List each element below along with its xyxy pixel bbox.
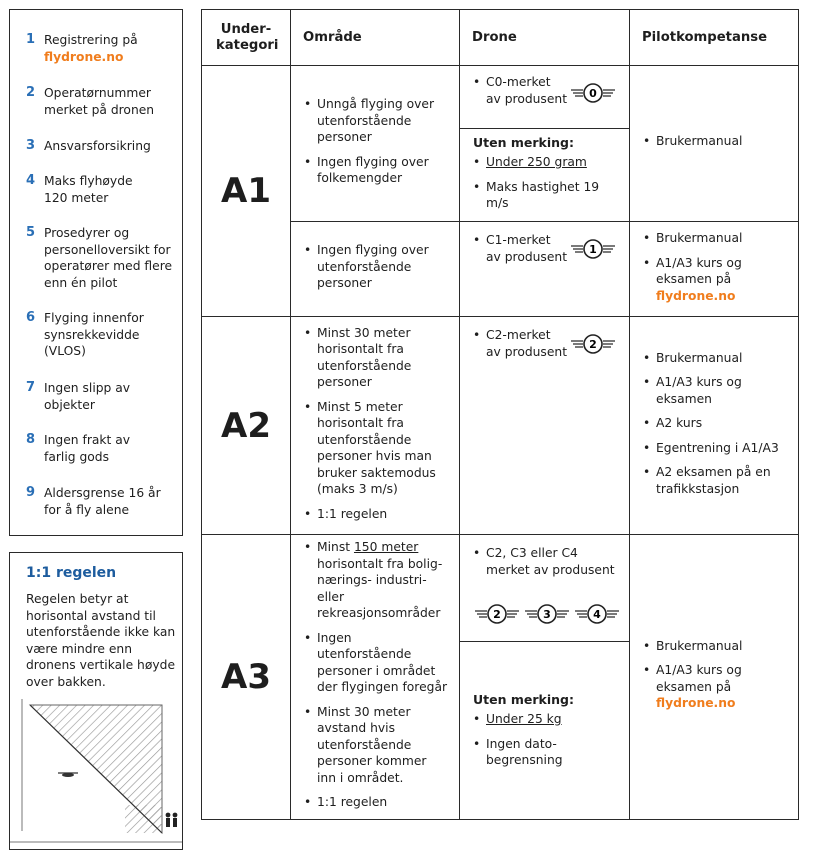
header-pilot: Pilotkompetanse [630,10,799,66]
requirement-text: Ingen slipp av objekter [44,381,131,412]
requirement-text: Ingen frakt av farlig gods [44,433,131,464]
a3-pilot-cell [630,535,799,820]
list-item: • Minst 30 meter horisontalt fra utenforstående personer [317,325,443,391]
requirement-item [26,380,176,413]
list-item: • Minst 150 meter horisontalt fra bolig- nærings- industri- eller rekreasjonsområder [317,539,449,622]
requirement-item [26,173,176,206]
requirement-number: 5 [26,225,36,240]
header-area: Område [291,10,460,66]
rule-title: 1:1 regelen [26,565,117,581]
list-item: • Ingen flyging over folkemengder [317,154,451,187]
requirement-number: 6 [26,310,36,325]
list-item: • A1/A3 kurs og eksamen på flydrone.no [656,662,790,712]
requirement-item [26,225,176,291]
requirement-number: 1 [26,32,36,47]
a2-pilot-cell [630,317,799,535]
list-item: • C2-merket av produsent [486,327,569,360]
requirement-text: Operatørnummer merket på dronen [44,86,155,117]
list-item: • 1:1 regelen [317,506,443,523]
requirement-number: 4 [26,173,36,188]
list-item: • A2 eksamen på en trafikkstasjon [656,464,790,497]
c1-label-icon [570,238,616,260]
list-item: • Brukermanual [656,230,790,247]
a3-drone-cell [460,535,630,820]
flydrone-link[interactable]: flydrone.no [44,49,124,64]
category-a1: A1 [202,66,291,317]
rule-text: Regelen betyr at horisontal avstand til utenforstående ikke kan være mindre enn dronens vertikale høyde over bakken. [26,592,176,689]
a1-drone-cell-2 [460,222,630,317]
unmarked-block [460,641,629,769]
list-item: • Unngå flyging over utenforstående personer [317,96,451,146]
svg-text:1: 1 [589,243,597,256]
unmarked-block [460,128,629,212]
list-item: • C1-merket av produsent [486,232,569,265]
c0-label-icon [570,82,616,104]
requirement-item [26,485,176,518]
a1-area-cell [291,66,460,222]
list-item: • Ingen utenforstående personer i området der flygingen foregår [317,630,449,696]
a3-area-cell [291,535,460,820]
table-row [202,222,799,317]
requirement-text: Ansvarsforsikring [44,139,151,153]
hatched-area [125,805,162,833]
list-item: • Under 250 gram [486,154,621,171]
requirement-text: Maks flyhøyde 120 meter [44,174,133,205]
one-to-one-diagram [10,695,182,845]
unmarked-heading: Uten merking: [473,135,574,150]
drone-category-table [201,9,799,820]
table-row [202,535,799,820]
c2-label-icon [570,333,616,355]
drone-icon [58,773,78,777]
list-item: • Brukermanual [656,638,790,655]
requirement-item [26,432,176,465]
svg-text:2: 2 [589,338,597,351]
list-item: • C0-merket av produsent [486,74,569,107]
a2-drone-cell [460,317,630,535]
a1-drone-cell [460,66,630,222]
list-item: • Brukermanual [656,133,790,150]
list-item: • Egentrening i A1/A3 [656,440,790,457]
list-item: • Maks hastighet 19 m/s [486,179,621,212]
list-item: • Under 25 kg [486,711,589,728]
list-item: • A1/A3 kurs og eksamen [656,374,790,407]
requirement-number: 8 [26,432,36,447]
requirement-number: 9 [26,485,36,500]
header-category: Under-kategori [202,10,291,66]
a2-area-cell [291,317,460,535]
svg-text:0: 0 [589,87,597,100]
requirement-number: 7 [26,380,36,395]
list-item: • Brukermanual [656,350,790,367]
list-item: • Ingen dato-begrensning [486,736,589,769]
list-item: • A1/A3 kurs og eksamen på flydrone.no [656,255,790,305]
requirement-item [26,85,176,118]
a1-pilot-cell [630,66,799,222]
flydrone-link[interactable]: flydrone.no [656,696,736,711]
requirement-text: Flyging innenfor synsrekkevidde (VLOS) [44,311,144,358]
table-row [202,317,799,535]
list-item: • A2 kurs [656,415,790,432]
svg-text:2: 2 [493,608,501,621]
people-icon [166,813,178,827]
svg-text:3: 3 [543,608,551,621]
requirement-text: Registrering på [44,33,138,47]
requirements-box [9,9,183,536]
list-item: • C2, C3 eller C4 merket av produsent [486,545,619,578]
list-item: • 1:1 regelen [317,794,449,811]
requirement-item [26,310,176,360]
svg-text:4: 4 [593,608,601,621]
list-item: • Ingen flyging over utenforstående personer [317,242,451,292]
unmarked-heading: Uten merking: [473,692,574,707]
header-drone: Drone [460,10,630,66]
a1-pilot-cell-2 [630,222,799,317]
table-row [202,66,799,222]
a1-area-cell-2 [291,222,460,317]
requirement-text: Aldersgrense 16 år for å fly alene [44,486,161,517]
requirement-text: Prosedyrer og personelloversikt for operatører med flere enn én pilot [44,226,173,290]
c234-block [460,545,629,641]
category-a3: A3 [202,535,291,820]
requirement-item [26,138,176,155]
flydrone-link[interactable]: flydrone.no [656,288,736,303]
category-a2: A2 [202,317,291,535]
requirement-number: 2 [26,85,36,100]
rule-box [9,552,183,850]
c2-c3-c4-label-icons [474,603,624,625]
requirement-item [26,32,176,65]
list-item: • Minst 5 meter horisontalt fra utenforstående personer hvis man bruker saktemodus (maks 3 m/s) [317,399,443,498]
list-item: • Minst 30 meter avstand hvis utenforstående personer kommer inn i området. [317,704,449,787]
requirement-number: 3 [26,138,36,153]
c0-block [460,74,629,128]
table-header-row [202,10,799,66]
